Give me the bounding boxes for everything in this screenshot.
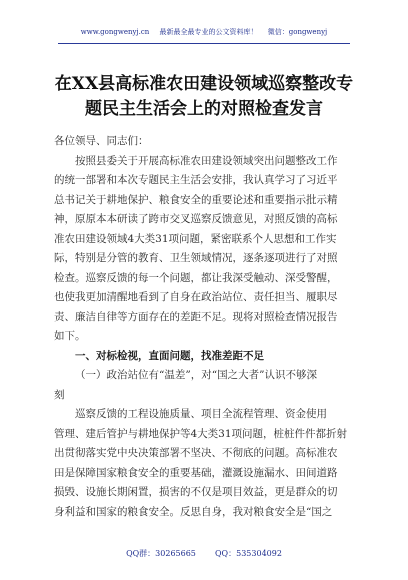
- header-wechat: 微信：gongwenyj: [267, 28, 328, 36]
- text-line: 田是保障国家粮食安全的重要基础，灌溉设施漏水、田间道路: [54, 466, 338, 479]
- document-body: [54, 132, 360, 522]
- footer-qq-group: QQ群：30265665: [126, 549, 196, 558]
- header-divider: [58, 43, 350, 44]
- title-line-1: 在XX县高标准农田建设领域巡察整改专: [54, 74, 354, 94]
- text-line: 按照县委关于开展高标准农田建设领域突出问题整改工作: [75, 154, 338, 167]
- salutation: 各位领导、同志们：: [54, 135, 149, 147]
- text-line: 巡察反馈的工程设施质量、项目全流程管理、资金使用: [75, 408, 327, 420]
- footer-qq-contact: QQ：535304092: [215, 549, 282, 558]
- document-title: [46, 72, 362, 122]
- header-slogan: 最新最全最专业的公文资料库！: [159, 28, 258, 36]
- text-line: 损毁、设施长期闲置，损害的不仅是项目效益，更是群众的切: [54, 486, 338, 498]
- text-line: 责、廉洁自律等方面存在的差距不足。现将对照检查情况报告: [54, 310, 338, 323]
- page-footer: [0, 548, 408, 560]
- text-line: 总书记关于耕地保护、粮食安全的重要论述和重要指示批示精: [54, 193, 338, 206]
- text-line: 出贯彻落实党中央决策部署不坚决、不彻底的问题。高标准农: [54, 447, 338, 459]
- text-line: 管理、建后管护与耕地保护等4大类31项问题，桩桩件件都折射: [54, 427, 348, 440]
- text-line: 身利益和国家的粮食安全。反思自身，我对粮食安全是“国之: [54, 505, 333, 518]
- page-header: [22, 28, 386, 37]
- subsection-heading-1: [54, 366, 360, 405]
- text-line: 如下。: [54, 330, 86, 342]
- text-line: 准农田建设领域4大类31项问题，紧密联系个人思想和工作实: [54, 232, 337, 245]
- text-line: 的统一部署和本次专题民主生活会安排，我认真学习了习近平: [54, 174, 338, 186]
- paragraph-intro: [54, 152, 360, 347]
- paragraph-findings: [54, 405, 360, 522]
- title-line-2: 题民主生活会上的对照检查发言: [85, 99, 323, 119]
- text-line: 检查。巡察反馈的每一个问题，都让我深受触动、深受警醒，: [54, 271, 338, 284]
- text-line: 刻: [54, 388, 65, 401]
- text-line: 际，特别是分管的教育、卫生领域情况，逐条逐项进行了对照: [54, 252, 338, 264]
- section-heading-1: 一、对标检视，直面问题，找准差距不足: [75, 349, 264, 362]
- text-line: 也使我更加清醒地看到了自身在政治站位、责任担当、履职尽: [54, 291, 338, 303]
- text-line: 神，原原本本研读了跨市交叉巡察反馈意见，对照反馈的高标: [54, 213, 338, 225]
- text-line: （一）政治站位有“温差”，对“国之大者”认识不够深: [75, 369, 317, 381]
- header-site-link[interactable]: www.gongwenyj.cn: [80, 28, 150, 36]
